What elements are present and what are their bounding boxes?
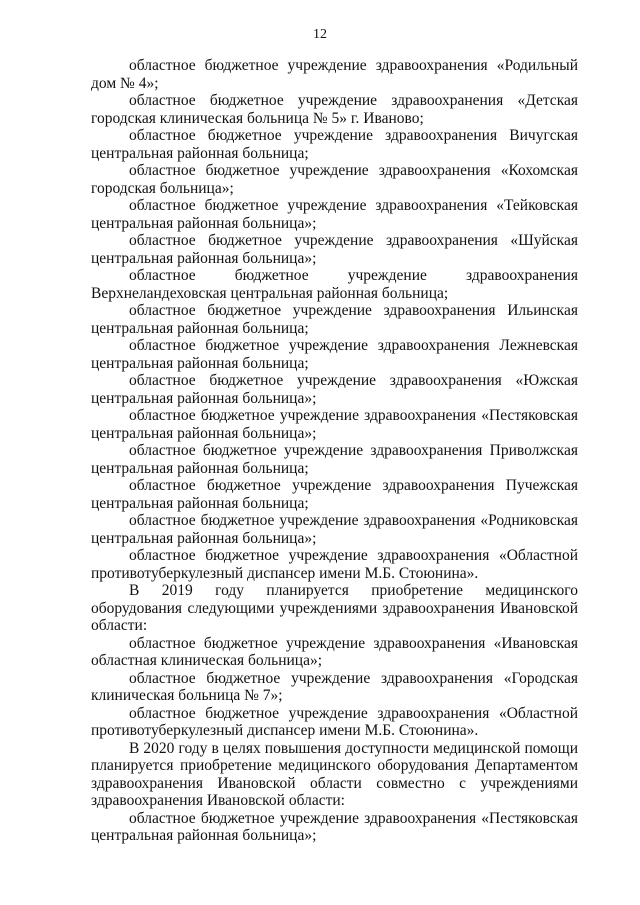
document-body xyxy=(91,57,578,845)
paragraph-shuya-hospital: областное бюджетное учреждение здравоохранения «Шуйская центральная районная больница»; xyxy=(91,232,578,267)
paragraph-ilyinskoe-hospital: областное бюджетное учреждение здравоохранения Ильинская центральная районная больница; xyxy=(91,302,578,337)
paragraph-verkhnelandekh-hospital: областное бюджетное учреждение здравоохранения Верхнеландеховская центральная районная больница; xyxy=(91,267,578,302)
paragraph-vichuga-hospital: областное бюджетное учреждение здравоохранения Вичугская центральная районная больница; xyxy=(91,127,578,162)
paragraph-2019-plan: В 2019 году планируется приобретение медицинского оборудования следующими учреждениями здравоохранения Ивановской области: xyxy=(91,582,578,634)
paragraph-yuzha-hospital: областное бюджетное учреждение здравоохранения «Южская центральная районная больница»; xyxy=(91,372,578,407)
paragraph-pestyaki-hospital-2020: областное бюджетное учреждение здравоохранения «Пестяковская центральная районная больница»; xyxy=(91,809,578,844)
paragraph-privolzhsk-hospital: областное бюджетное учреждение здравоохранения Приволжская центральная районная больница; xyxy=(91,442,578,477)
paragraph-rodniki-hospital: областное бюджетное учреждение здравоохранения «Родниковская центральная районная больница»; xyxy=(91,512,578,547)
paragraph-city-clinical-hospital-7: областное бюджетное учреждение здравоохранения «Городская клиническая больница № 7»; xyxy=(91,669,578,704)
paragraph-maternity-hospital-4: областное бюджетное учреждение здравоохранения «Родильный дом № 4»; xyxy=(91,57,578,92)
paragraph-puchezh-hospital: областное бюджетное учреждение здравоохранения Пучежская центральная районная больница; xyxy=(91,477,578,512)
paragraph-pestyaki-hospital: областное бюджетное учреждение здравоохранения «Пестяковская центральная районная больница»; xyxy=(91,407,578,442)
paragraph-regional-clinical-hospital: областное бюджетное учреждение здравоохранения «Ивановская областная клиническая больница»; xyxy=(91,634,578,669)
paragraph-childrens-hospital-5: областное бюджетное учреждение здравоохранения «Детская городская клиническая больница № 5» г. Иваново; xyxy=(91,92,578,127)
paragraph-tb-dispensary: областное бюджетное учреждение здравоохранения «Областной противотуберкулезный диспансер имени М.Б. Стоюнина». xyxy=(91,547,578,582)
paragraph-kokhma-hospital: областное бюджетное учреждение здравоохранения «Кохомская городская больница»; xyxy=(91,162,578,197)
paragraph-lezhnevo-hospital: областное бюджетное учреждение здравоохранения Лежневская центральная районная больница; xyxy=(91,337,578,372)
page-number: 12 xyxy=(313,27,327,42)
paragraph-tb-dispensary-2019: областное бюджетное учреждение здравоохранения «Областной противотуберкулезный диспансер имени М.Б. Стоюнина». xyxy=(91,704,578,739)
paragraph-2020-plan: В 2020 году в целях повышения доступности медицинской помощи планируется приобретение медицинского оборудования Департаментом здравоохранения Ивановской области совместно с учреждениями здравоохранения Ивановской области: xyxy=(91,739,578,809)
paragraph-teykovo-hospital: областное бюджетное учреждение здравоохранения «Тейковская центральная районная больница»; xyxy=(91,197,578,232)
